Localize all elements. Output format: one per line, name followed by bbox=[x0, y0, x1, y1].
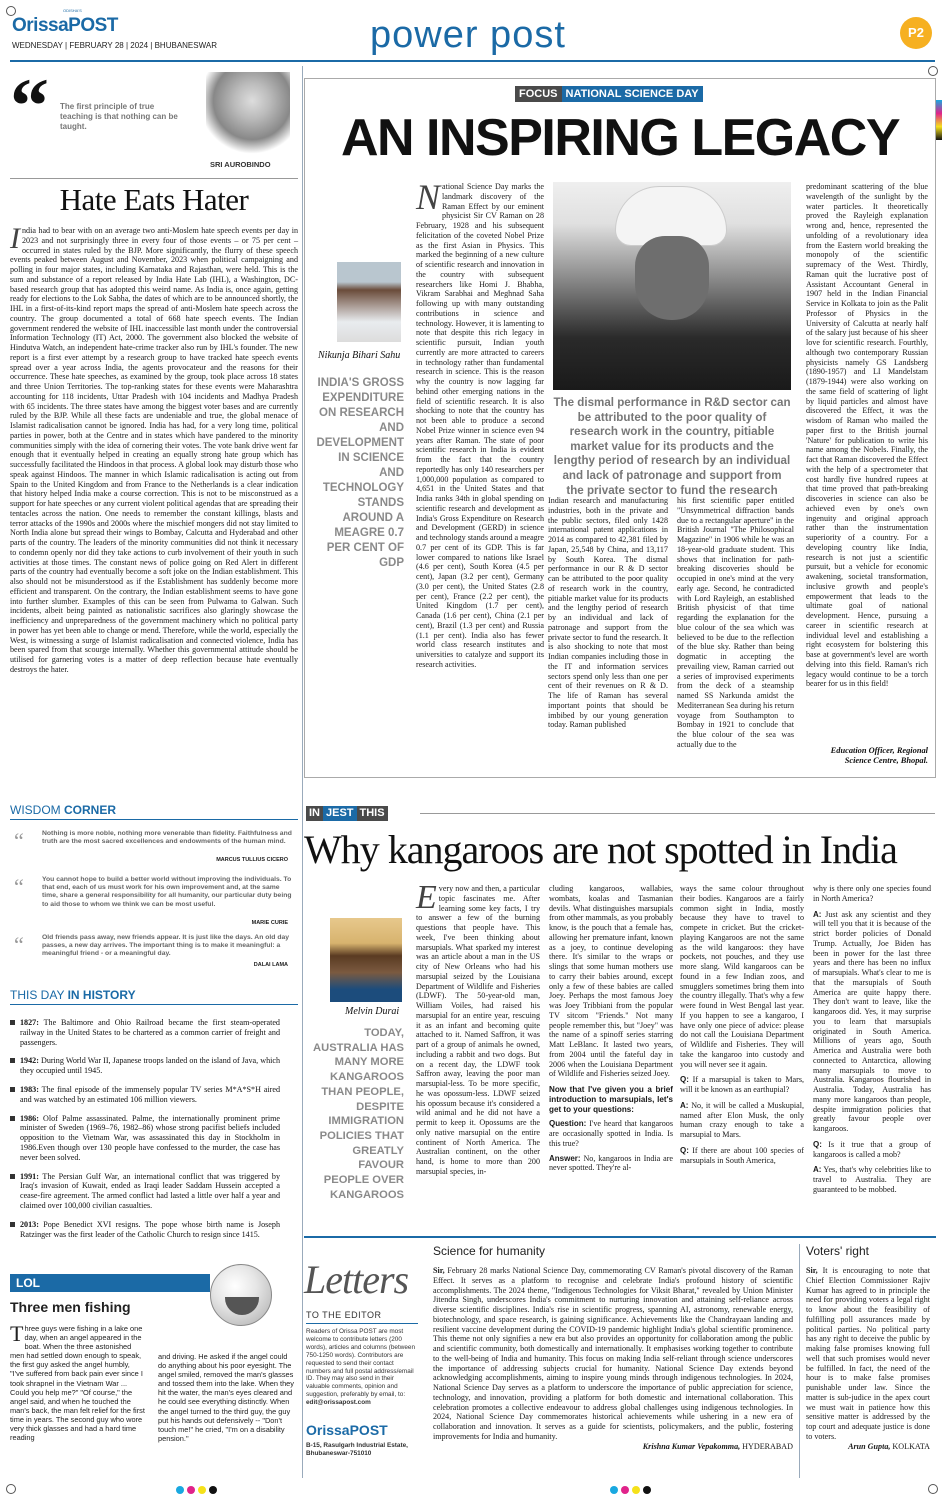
letters-col-divider bbox=[799, 1244, 800, 1478]
registration-mark-bottom-right bbox=[928, 1484, 938, 1494]
registration-mark-top-right bbox=[928, 66, 938, 76]
letter-2-place: KOLKATA bbox=[890, 1441, 930, 1451]
focus-photo-caption: The dismal performance in R&D sector can be attributed to the poor quality of research work in the country, pitiable market value for its products and the lengthy period of research by an individual and lack of patronage and support from the private sector to fund the research bbox=[553, 396, 791, 497]
aurobindo-portrait bbox=[206, 72, 290, 154]
jest-text-3: ways the same colour throughout their bodies. Kangaroos are a fairly common sight in India, mostly because they have to travel to compete in cricket. But the cricket-playing Kangaroos are not the same as the wild kangaroos: they have pockets, not pouches, and they use more slang. Wild kangaroos can be found in a few Indian zoos, and smugglers sometimes bring them into the country illegally. That's why a few were found in West Bengal last year. If you happen to see a kangaroo, I have only one piece of advice: please do not call the Louisiana Department of Wildlife and Fisheries. They will take the kangaroo into custody and you will never see it again. bbox=[680, 884, 804, 1069]
wisdom-list bbox=[10, 830, 298, 980]
letters-rule bbox=[306, 1323, 418, 1324]
jest-a2-label: A: bbox=[680, 1100, 689, 1110]
letter-1-body bbox=[433, 1266, 793, 1478]
jest-dropcap: E bbox=[416, 879, 437, 916]
letters-info bbox=[306, 1328, 418, 1407]
history-header bbox=[10, 988, 298, 1005]
history-text: The Baltimore and Ohio Railroad became the first steam-operated railway in the United States to be chartered as a common carrier of freight and passengers. bbox=[20, 1018, 280, 1047]
focus-dropcap: N bbox=[416, 177, 441, 217]
jest-q2-text: If a marsupial is taken to Mars, will it be known as an earthupial? bbox=[680, 1075, 804, 1094]
quote-text: The first principle of true teaching is that nothing can be taught. bbox=[60, 102, 178, 131]
letters-to-editor: TO THE EDITOR bbox=[306, 1310, 382, 1320]
history-item bbox=[10, 1220, 280, 1240]
color-dot-black bbox=[209, 1486, 217, 1494]
letter-2-body bbox=[806, 1266, 930, 1478]
focus-author: Nikunja Bihari Sahu bbox=[318, 350, 401, 361]
publication-date: WEDNESDAY | FEBRUARY 28 | 2024 | BHUBANESWAR bbox=[12, 41, 217, 50]
jest-q2-label: Q: bbox=[680, 1075, 689, 1085]
wisdom-text: Old friends pass away, new friends appear. It is just like the days. An old day passes, a new day arrives. The important thing is to make it meaningful: a meaningful friend - or a meaningful day. bbox=[42, 934, 290, 958]
editorial-text: ndia had to bear with on an average two anti-Moslem hate speech events per day in 2023 and not surprisingly three in every four of those events – or 75 per cent – occurred in states ruled by the BJP. More significantly, the flurry of these speech events peaked between August and November, 2023 when political campaigning and polling in four major states, including Karnataka and Rajasthan, were held. This is the sum and substance of a report released by India Hate Lab (IHL), a Washington, DC-based research group that has adopted this weird name. As India is, once again, getting ready for elections to the Lok Sabha, the dates of which are to be announced shortly, the IHL in a first-of-its-kind report maps the spread of anti-Moslem hate speech across the country. The group documented a total of 668 hate speech events. The Indian government rendered the website of IHL inaccessible last month under the controversial Information Technology (IT) Act, 2000. The government also blocked the website of Hindutva Watch, an independent hate-crime tracker also run by IHL's founder. The new report is a first ever attempt by a research group to have tracked hate speech events spread over a year across India, the agents provocateur and the reasons for their occurrence. These hate speeches, as examined by the group, took place across 18 states and three Union Territories. The top-ranking states for these events were Maharashtra accounting for 118 incidents, Uttar Pradesh with 104 incidents and Madhya Pradesh with 65 incidents. The three states have among the biggest voter bases and are currently ruled by the BJP. While all these facts are undeniable and true, the global menace of Islamist radicalisation cannot be ignored. India has had, for a very long time, political parties in power, both at the Centre and in states which have pandered to the minority communities simply with the idea of cornering their votes. The vote bank drive went far enough that it eventually helped in creating an equally strong hate group which has successfully facilitated the Hindoos in that process. A global look may disturb those who speak against Hindoos. The manner in which Islamic radicalisation is acting out from Spain to the United Kingdom and from France to the Netherlands is a clear indication that history helped India make a course correction. This is not to be misconstrued as a support for hate speeches or any current violent political agendas that are spreading their tentacles across the nation. One needs to remember the constant killings, blasts and terror attacks of the 1990s and 2000s where the mischief mongers did not stay limited to North India alone but spread their wings to Bombay, Calcutta and Hyderabad and other parts of the country. The leaders of the minority communities did not think it necessary to condemn openly nor did they take actions to curb involvement of their youth in such activities at those times. The constant news of police going on Red Alert in different parts of the country had eventually become a soft joke on the Indian establishment. This also should not be misunderstood as if the Establishment has suddenly become more efficient and transparent. On the contrary, the Indian establishment seems to have gone into further slumber. Examples of this can be seen from Pulwama to Galwan. Such incidents, albeit being painted as nationalistic sacrifices also glaringly showcase the inefficiency and unpreparedness of the government machinery which no political party in power has yet been able to change or mend. Therefore, while the world, especially the West, is witnessing a surge of Islamist radicalisation and connected violence, India has been spared from that scourge internally. Whether this governmental attitude should be utilised for garnering votes is a matter of deep reflection because hate eventually destroys the hater. bbox=[10, 226, 298, 674]
history-item bbox=[10, 1114, 280, 1163]
jest-tag-b: JEST bbox=[323, 806, 357, 821]
wisdom-text: Nothing is more noble, nothing more venerable than fidelity. Faithfulness and truth are the most sacred excellences and endowments of the human mind. bbox=[42, 830, 292, 846]
history-text: During World War II, Japanese troops landed on the island of Java, which they occupied until 1945. bbox=[20, 1056, 280, 1076]
lol-head: LOL bbox=[16, 1276, 40, 1290]
letter-2-lead: Sir, bbox=[806, 1266, 818, 1275]
lol-col-1 bbox=[10, 1321, 145, 1474]
history-head-b: IN HISTORY bbox=[67, 988, 136, 1002]
history-item bbox=[10, 1085, 280, 1105]
jest-text-2: cluding kangaroos, wallabies, wombats, koalas and Tasmanian devils. What distinguishes marsupials from other mammals, as you probably know, is the pouch that a female has, allowing her premature infant, known as a joey, to continue developing there. It's similar to the wraps or slings that some human mothers use to carry their babies around, except only a few of these babies are called Joey. Perhaps the most famous Joey was Joey Tribbiani from the popular TV sitcom "Friends." Not many people remember this, but "Joey" was the name of a spinoff series starring Matt LeBlanc. It lasted two years, from 2004 until the fateful day in 2006 when the Louisiana Department of Wildlife and Fisheries seized Joey. bbox=[549, 884, 673, 1079]
jest-question-3 bbox=[680, 1146, 804, 1166]
history-year: 2013: bbox=[20, 1219, 39, 1229]
history-item bbox=[10, 1018, 280, 1047]
letter-1-place: HYDERABAD bbox=[740, 1441, 793, 1451]
focus-col-1 bbox=[416, 177, 544, 669]
jest-q1-text: I've heard that kangaroos are occasionally spotted in India. Is this true? bbox=[549, 1119, 673, 1148]
bullet-icon bbox=[10, 1174, 15, 1179]
jest-pullquote: TODAY, AUSTRALIA HAS MANY MORE KANGAROOS THAN PEOPLE, DESPITE IMMIGRATION POLICIES THAT GREATLY FAVOUR PEOPLE OVER KANGAROOS bbox=[313, 1027, 404, 1201]
letter-1-text: February 28 marks National Science Day, commemorating CV Raman's pivotal discovery of the Raman Effect. It serves as a platform to recognise and celebrate India's profound history of scientific accomplishments. The 2024 theme, "Indigenous Technologies for Viksit Bharat," revealed by Union Minister Jitendra Singh, underscores India's commitment to nurturing innovation and attaining self-reliance across diverse scientific disciplines. India's rise in scientific progress, spanning AI, astronomy, renewable energy, biotechnology, and space research, is gaining significance. Achievements like the Chandrayaan landing and resilient vaccine development during the COVID-19 pandemic highlight India's global scientific prominence. This theme not only signifies a new era but also provides an opportunity for collaboration among the public and scientific community, both domestically and internationally. It emphasises working together to contribute to the well-being of India and humanity. This focus on making India self-reliant through science underscores the importance of addressing subjects crucial for humanity. National Science Day extends beyond acknowledging accomplishments, aiming to inspire young minds through indigenous technologies. In 2024, National Science Day serves as a platform to underscore the importance of public appreciation for science, technology, and innovation, providing a platform for both domestic and international collaboration. This celebration promotes a collective endeavour to address global challenges using indigenous technologies. In 2024, National Science Day commemorates historical achievements while ushering in a new era of collaboration and innovation. It serves as a guide for scientists, policymakers, and the public, fostering improvements for India and humanity. bbox=[433, 1266, 793, 1441]
wisdom-text: You cannot hope to build a better world without improving the individuals. To that end, each of us must work for his own improvement and, at the same time, share a general responsibility for all humanity, our particular duty being to aid those to whom we think we can be most useful. bbox=[42, 876, 292, 908]
focus-text-1: ational Science Day marks the landmark discovery of the Raman Effect by our eminent physicist Sir CV Raman on 28 February, 1928 and his subsequent felicitation of the coveted Nobel Prize as the first Asian in Physics. This marked the beginning of a new culture of scientific research and innovation in the country with subsequent researchers like Homi J. Bhabha, Vikram Sarabhai and Meghnad Saha following up with many outstanding contributions in science and technology. However, it is lamenting to note that despite this rich legacy in scientific pursuit, Indian youth currently are more attracted to careers in technology rather than fundamental research in science. This is the reason why the country is now lagging far behind other emerging nations in the field of scientific research. It is also shocking to note that the country has not been able to produce a second Nobel Prize winner in science even 94 years after Raman. The state of poor scientific research in India is evident from the fact that the country reportedly has only 140 researchers per 1,000,000 population as compared to 4,651 in the United States and that India ranks 34th in global spending on scientific research and development as India's Gross Expenditure on Research and Development (GERD) in science and technology stands around a meagre 0.7 per cent of its GDP. This is far lower compared to nations like Israel (4.6 per cent), South Korea (4.5 per cent), Japan (3.2 per cent), Germany (3.0 per cent), the United States (2.8 per cent), France (2.2 per cent), the United Kingdom (1.7 per cent), Canada (1.6 per cent), China (2.1 per cent), Brazil (1.3 per cent) and Russia (1.1 per cent). India also has fewer world class research institutes and universities to catalyze and support its research activities. bbox=[416, 182, 544, 669]
history-head-a: THIS DAY bbox=[10, 988, 68, 1002]
focus-col-2: Indian research and manufacturing industries, both in the private and the public sectors, filed only 1428 international patent applications in 2014 as compared to 42,381 filed by Japan, 25,548 by China, and 13,117 by South Korea. The dismal performance in our R & D sector can be attributed to the poor quality of research work in the country, pitiable market value for its products and the lengthy period of research by an individual and lack of patronage and support from the private sector to fund the research. It is also shocking to note that most Indian companies including those in the IT and information services sectors spend only less than one per cent of their revenues on R & D. The life of Raman has several important points that should be imbibed by our young generation today. Raman published bbox=[548, 496, 668, 730]
history-year: 1986: bbox=[20, 1113, 39, 1123]
history-text: The Persian Gulf War, an international conflict that was triggered by Iraq's invasion of Kuwait, ended as Iraqi leader Saddam Hussein accepted a cease-fire agreement. The armed conflict had lasted a little over half a year and claimed over 100,000 civilian casualties. bbox=[20, 1171, 280, 1210]
jest-a3-text: Just ask any scientist and they will tell you that it is because of the strict border policies of Donald Trump. Actually, Joe Biden has been in power for the last three years and there has been no influx of marsupials. What's clear to me is that the marsupials of South America are quite happy there. They don't want to leave, like the kangaroos did. Yes, it may surprise you to learn that marsupials originated in South America. Millions of years ago, South America and Australia were both connected to Antarctica, allowing many marsupials to move to Australia. Kangaroos flourished in Australia. Today, Australia has many more kangaroos than people, despite immigration policies that greatly favour people over kangaroos. bbox=[813, 909, 931, 1133]
editorial-dropcap: I bbox=[10, 222, 20, 255]
jest-answer-4 bbox=[813, 1165, 931, 1194]
jest-a3-label: A: bbox=[813, 909, 822, 919]
wisdom-item bbox=[10, 876, 298, 934]
letter-1-lead: Sir, bbox=[433, 1266, 445, 1275]
section-title: power post bbox=[370, 14, 566, 56]
wisdom-author: MARIE CURIE bbox=[251, 920, 288, 926]
letters-email[interactable]: edit@orissapost.com bbox=[306, 1399, 371, 1407]
quote-mark-icon: “ bbox=[10, 62, 49, 149]
history-year: 1991: bbox=[20, 1171, 39, 1181]
focus-author-bio: Education Officer, Regional Science Centre, Bhopal. bbox=[830, 746, 928, 765]
bullet-icon bbox=[10, 1087, 15, 1092]
orissapost-logo: OrissaPOST bbox=[12, 15, 118, 36]
color-dot-magenta bbox=[187, 1486, 195, 1494]
lol-header bbox=[10, 1274, 210, 1292]
focus-col-3: his first scientific paper entitled "Unsymmetrical diffraction bands due to a rectangular aperture" in the British Journal "The Philosophical Magazine" in 1906 while he was an 18-year-old graduate student. This shows that inclination for path-breaking discoveries should be occupied in one's mind at the very early age. Second, he contradicted with Lord Rayleigh, an established British physicist of that time regarding the explanation for the blue colour of the sea which was believed to be due to the reflection of the blue sky. Rather than being dogmatic in accepting the prevailing view, Raman carried out a series of improvised experiments from the deck of a steamship named SS Narkunda amidst the Mediterranean Sea during his return voyage from Southampton to Bombay in 1921 to conclude that the blue colour of the sea was actually due to the bbox=[677, 496, 794, 749]
masthead bbox=[10, 8, 935, 62]
letter-2-signature bbox=[806, 1442, 930, 1452]
logo-small-text: ODISHA'S bbox=[63, 8, 82, 13]
letters-box bbox=[304, 1246, 424, 1478]
letter-2-title: Voters' right bbox=[806, 1244, 869, 1258]
bullet-icon bbox=[10, 1020, 15, 1025]
author-photo-durai bbox=[330, 918, 402, 1002]
lol-dropcap: T bbox=[10, 1321, 24, 1346]
author-photo-sahu bbox=[337, 262, 401, 342]
color-dot-cyan bbox=[176, 1486, 184, 1494]
quote-mark-icon: “ bbox=[14, 874, 24, 899]
letters-divider bbox=[304, 1236, 936, 1238]
history-text: Olof Palme assassinated. Palme, the internationally prominent prime minister of Sweden (1969–76, 1982–86) whose strong pacifist beliefs included opposition to the Vietnam War, was assassinated this day in Stockholm in 1986.Even though over 130 people have confessed to the murder, the case has never been solved. bbox=[20, 1113, 280, 1162]
focus-tag bbox=[515, 86, 703, 102]
letter-1-signature bbox=[433, 1442, 793, 1452]
wisdom-corner-header bbox=[10, 803, 298, 820]
jest-text-4: why is there only one species found in North America? bbox=[813, 884, 931, 903]
quote-rule bbox=[10, 178, 298, 179]
letter-1-sign: Krishna Kumar Vepakomma, bbox=[642, 1441, 741, 1451]
masthead-rule bbox=[10, 60, 935, 62]
focus-pullquote: INDIA'S GROSS EXPENDITURE ON RESEARCH AND DEVELOPMENT IN SCIENCE AND TECHNOLOGY STANDS AROUND A MEAGRE 0.7 PER CENT OF GDP bbox=[316, 377, 404, 569]
jest-tag-a: IN bbox=[306, 806, 323, 821]
focus-tag-b: NATIONAL SCIENCE DAY bbox=[562, 86, 703, 102]
jest-question-4 bbox=[813, 1140, 931, 1160]
jest-answer-1 bbox=[549, 1154, 673, 1174]
focus-col-4: predominant scattering of the blue wavelength of the sunlight by the water particles. It theoretically proved the Rayleigh explanation wrong and, hence, represented the unfolding of a revolutionary idea from the Eastern world breaking the monopoly of the scientific supremacy of the West. Thirdly, Raman quit the lucrative post of Assistant Accountant General in 1907 held in the Indian Financial Service in Kolkata to join as the Palit Professor of Physics in the University of Calcutta at nearly half of the salary just because of his sheer love for scientific research. Fourthly, although two contemporary Russian physicists namely GS Landsberg (1890-1957) and LI Mandelstam (1879-1944) were also working on the same field of scattering of light by liquid particles and almost have discovered the Effect, it was the wisdom of Raman who mailed the paper first to the British journal 'Nature' for publication to write his name among the Nobels. Finally, the fact that Raman discovered the Effect with the help of a spectrometer that cost hardly five hundred rupees at that time proved that path-breaking discoveries in science can also be achieved even by one's own ingenuity and original approach rather than the instrumentation superiority of a country. For a developing country like India, research is not just a scientific pursuit, but a vehicle for economic awakening, societal transformation, inclusive growth and people's empowerment that leads to the ultimate goal of national development. Hence, pursuing a career in scientific research at individual level and establishing a right ecosystem for bolstering this base at government's level are worth delving into this field. Raman's rich legacy would continue to be a torch bearer for us in this field! bbox=[806, 182, 928, 689]
history-year: 1827: bbox=[20, 1018, 39, 1027]
focus-col-1b bbox=[416, 496, 544, 770]
wisdom-item bbox=[10, 830, 298, 876]
jest-q1-label: Question: bbox=[549, 1119, 587, 1129]
wisdom-item bbox=[10, 934, 298, 980]
jest-rule bbox=[420, 813, 935, 814]
jest-answer-3 bbox=[813, 910, 931, 1134]
jest-author: Melvin Durai bbox=[345, 1006, 400, 1017]
color-dot-black-2 bbox=[643, 1486, 651, 1494]
lol-box bbox=[10, 1264, 298, 1478]
jest-text-1: very now and then, a particular topic fascinates me. After learning some key facts, I try to answer a few of the burning questions that people have. This week, I've been thinking about marsupials. What sparked my interest was an article about a man in the US city of New Orleans who had his marsupial seized by the Louisiana Department of Wildlife and Fisheries (LDWF). The 50-year-old man, William Voiles, had raised his marsupial for an entire year, rescuing it as an infant and becoming quite attached to it. Named Saffron, it was part of a group of animals he owned, including a rabbit and two dogs. But on a recent day, the LDWF took Saffron away, leaving the poor man marsupial-less. To be more specific, he was opossum-less. LDWF seized his opossum because it's considered a wild animal and he did not have a permit to keep it. Opossums are the only native marsupial on the entire continent of North America. The Australian continent, on the other hand, is home to more than 200 marsupial species, in- bbox=[416, 884, 540, 1176]
letters-logo: OrissaPOST bbox=[306, 1422, 388, 1438]
jest-intro-bold: Now that I've given you a brief introduction to marsupials, let's get to your questions: bbox=[549, 1085, 673, 1114]
registration-mark-bottom-left bbox=[6, 1484, 16, 1494]
jest-tag-c: THIS bbox=[357, 806, 388, 821]
jest-col-3 bbox=[680, 884, 804, 1234]
wisdom-head-b: CORNER bbox=[64, 803, 117, 817]
jest-a2-text: No, it will be called a Muskupial, named after Elon Musk, the only human crazy enough to take a marsupial to Mars. bbox=[680, 1100, 804, 1139]
jest-q4-text: Is it true that a group of kangaroos is called a mob? bbox=[813, 1139, 931, 1159]
jest-question-1 bbox=[549, 1119, 673, 1148]
left-column-divider bbox=[302, 66, 303, 1478]
jest-q3-label: Q: bbox=[680, 1145, 689, 1155]
letters-heading: Letters bbox=[304, 1257, 409, 1302]
bullet-icon bbox=[10, 1058, 15, 1063]
jest-answer-2 bbox=[680, 1101, 804, 1140]
lol-title: Three men fishing bbox=[10, 1299, 131, 1315]
laughing-emoji-icon bbox=[210, 1264, 272, 1326]
wisdom-author: MARCUS TULLIUS CICERO bbox=[216, 857, 288, 863]
letter-1-title: Science for humanity bbox=[433, 1244, 546, 1258]
color-dot-yellow bbox=[198, 1486, 206, 1494]
history-year: 1942: bbox=[20, 1056, 39, 1066]
page-number: P2 bbox=[908, 25, 924, 40]
page-number-badge bbox=[900, 17, 932, 49]
letter-2-text: It is encouraging to note that Chief Election Commissioner Rajiv Kumar has agreed to in principle the need for providing voters a legal right to know about the feasibility of fulfilling poll assurances made by political parties. No political party has any right to deceive the public by making false promises knowing full well that such promises would never be fulfilled. In fact, the need of the hour is to make false promises punishable under law. Since the matter is sub-judice in the apex court we must wait in patience how this sensitive matter is addressed by the top court and adequate justice is done to voters. bbox=[806, 1266, 930, 1441]
quote-block bbox=[10, 62, 298, 176]
cv-raman-portrait bbox=[553, 182, 791, 390]
letters-address: B-15, Rasulgarh Industrial Estate, Bhubaneswar-751010 bbox=[306, 1442, 408, 1457]
color-dot-cyan-2 bbox=[610, 1486, 618, 1494]
bullet-icon bbox=[10, 1116, 15, 1121]
jest-q4-label: Q: bbox=[813, 1139, 822, 1149]
focus-tag-a: FOCUS bbox=[515, 86, 562, 102]
emoji-mouth bbox=[225, 1297, 259, 1315]
letters-info-text: Readers of Orissa POST are most welcome to contribute letters (200 words), articles and columns (between 750-1250 words). Contributors are requested to send their contact numbers and full postal address/email ID. They may also send in their valuable comments, opinion and suggestion, preferably by email, to: bbox=[306, 1328, 416, 1399]
quote-mark-icon: “ bbox=[14, 932, 24, 957]
jest-a1-label: Answer: bbox=[549, 1153, 581, 1163]
jest-a1-text: No, kangaroos in India are never spotted. They're al- bbox=[549, 1153, 673, 1173]
lol-col-2: and driving. He asked if the angel could do anything about his poor eyesight. The angel smiled, removed the man's glasses and tossed them into the lake. When they hit the water, the man's eyes cleared and he could see everything distinctly. When the angel turned to the third guy, the guy put his hands out defensively -- "Don't touch me!" he cried, "I'm on a disability pension." bbox=[158, 1352, 294, 1443]
history-text: Pope Benedict XVI resigns. The pope whose birth name is Joseph Ratzinger was the first leader of the Catholic Church to resign since 1415. bbox=[20, 1219, 280, 1239]
jest-title: Why kangaroos are not spotted in India bbox=[304, 827, 897, 872]
color-dot-yellow-2 bbox=[632, 1486, 640, 1494]
quote-author: SRI AUROBINDO bbox=[210, 160, 271, 169]
bullet-icon bbox=[10, 1222, 15, 1227]
jest-question-2 bbox=[680, 1075, 804, 1095]
face bbox=[635, 236, 709, 320]
letter-2-sign: Arun Gupta, bbox=[848, 1441, 891, 1451]
quote-mark-icon: “ bbox=[14, 828, 24, 853]
wisdom-author: DALAI LAMA bbox=[253, 962, 288, 968]
jest-col-2 bbox=[549, 884, 673, 1234]
jest-q3-text: If there are about 100 species of marsupials in South America, bbox=[680, 1145, 804, 1165]
history-text: The final episode of the immensely popular TV series M*A*S*H aired and was watched by an estimated 106 million viewers. bbox=[20, 1084, 280, 1104]
history-item bbox=[10, 1172, 280, 1211]
editorial-title: Hate Eats Hater bbox=[59, 182, 249, 217]
focus-title: AN INSPIRING LEGACY bbox=[341, 109, 899, 167]
history-year: 1983: bbox=[20, 1084, 39, 1094]
history-list bbox=[10, 1018, 280, 1248]
lol-text-1: hree guys were fishing in a lake one day, when an angel appeared in the boat. When the three astonished men had settled down enough to speak, the first guy asked the angel humbly, "I've suffered from back pain ever since I took shrapnel in the Vietnam War ... Could you help me?" "Of course," the angel said, and when he touched the man's back, the man felt relief for the first time in years. The second guy who wore very thick glasses and had a hard time reading bbox=[10, 1324, 145, 1443]
jest-col-1 bbox=[416, 879, 540, 1234]
wisdom-head-a: WISDOM bbox=[10, 803, 64, 817]
color-dot-magenta-2 bbox=[621, 1486, 629, 1494]
jest-a4-text: Yes, that's why celebrities like to travel to Australia. They are guaranteed to be mobbed. bbox=[813, 1165, 931, 1194]
editorial-body bbox=[10, 222, 298, 778]
jest-a4-label: A: bbox=[813, 1165, 822, 1175]
color-bar-right bbox=[936, 100, 942, 140]
jest-col-4 bbox=[813, 884, 931, 1234]
history-item bbox=[10, 1056, 280, 1076]
jest-tag bbox=[306, 806, 388, 821]
